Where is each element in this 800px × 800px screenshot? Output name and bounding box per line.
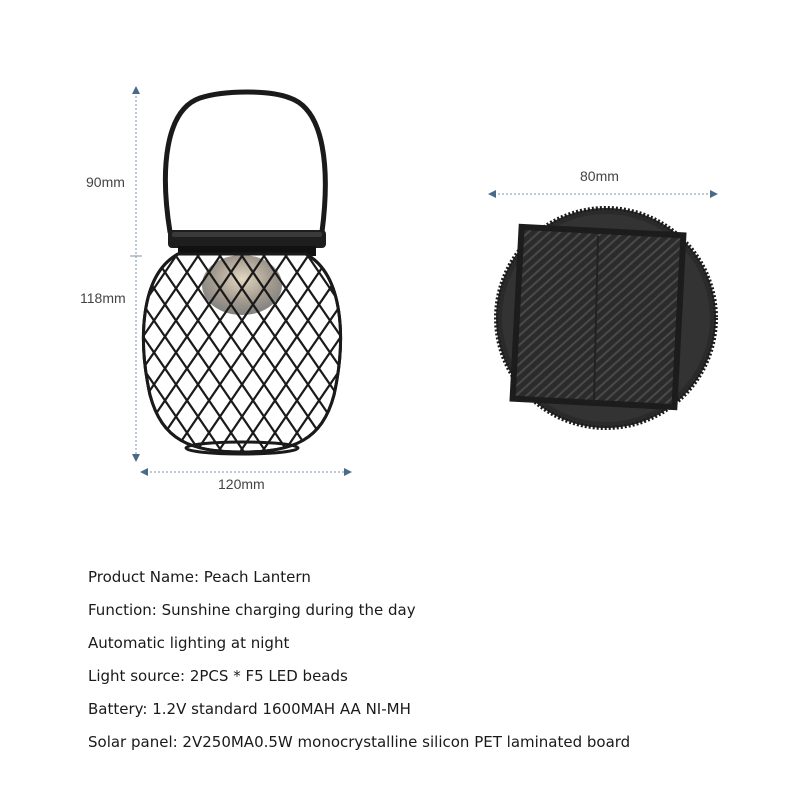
lantern-handle — [165, 92, 325, 232]
spec-product-name: Product Name: Peach Lantern — [88, 568, 311, 586]
lattice-wire — [18, 250, 158, 455]
solar-panel-disc — [496, 208, 716, 428]
width-body-label: 120mm — [218, 476, 265, 492]
lattice-wire — [0, 250, 136, 455]
lattice-wire — [326, 250, 466, 455]
spec-battery: Battery: 1.2V standard 1600MAH AA NI-MH — [88, 700, 411, 718]
lantern-body — [0, 250, 510, 455]
spec-list — [88, 566, 630, 764]
solar-cell-square — [509, 224, 686, 411]
height-dimension-line — [130, 88, 142, 460]
lattice-wire — [370, 250, 510, 455]
lattice-wire — [370, 250, 510, 455]
lantern-lid — [168, 230, 326, 256]
spec-auto-lighting: Automatic lighting at night — [88, 634, 290, 652]
lattice-wire — [0, 250, 114, 455]
spec-function: Function: Sunshine charging during the day — [88, 601, 416, 619]
lattice-wire — [0, 250, 136, 455]
height-body-label: 118mm — [80, 290, 126, 306]
lattice-wire — [326, 250, 466, 455]
lattice-wire — [0, 250, 114, 455]
lattice-wire — [348, 250, 488, 455]
spec-light-source: Light source: 2PCS * F5 LED beads — [88, 667, 348, 685]
lattice-wire — [18, 250, 158, 455]
panel-width-label: 80mm — [580, 168, 619, 184]
spec-solar-panel: Solar panel: 2V250MA0.5W monocrystalline silicon PET laminated board — [88, 733, 631, 751]
height-handle-label: 90mm — [86, 174, 125, 190]
lattice-wire — [348, 250, 488, 455]
